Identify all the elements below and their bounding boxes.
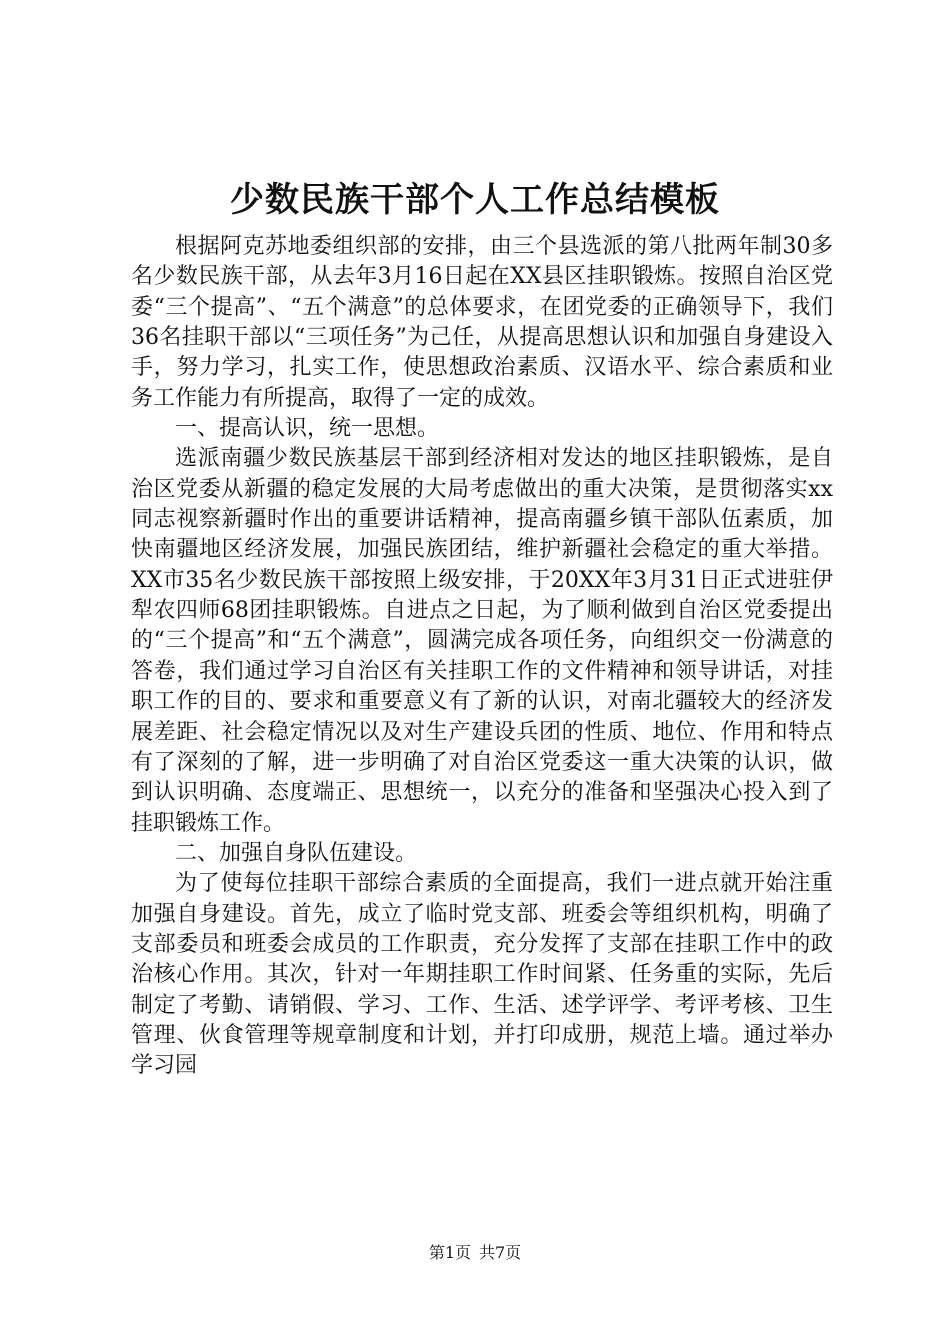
paragraph-intro: 根据阿克苏地委组织部的安排，由三个县选派的第八批两年制30多名少数民族干部，从去年3月16日起在XX县区挂职锻炼。按照自治区党委“三个提高”、“五个满意”的总体要求，在团党委的正确领导下，我们36名挂职干部以“三项任务”为己任，从提高思想认识和加强自身建设入手，努力学习，扎实工作，使思想政治素质、汉语水平、综合素质和业务工作能力有所提高，取得了一定的成效。 (131, 234, 833, 411)
page-total: 共7页 (479, 1243, 522, 1262)
paragraph-section-2: 为了使每位挂职干部综合素质的全面提高，我们一进点就开始注重加强自身建设。首先，成立了临时党支部、班委会等组织机构，明确了支部委员和班委会成员的工作职责，充分发挥了支部在挂职工作中的政治核心作用。其次，针对一年期挂职工作时间紧、任务重的实际，先后制定了考勤、请销假、学习、工作、生活、述学评学、考评考核、卫生管理、伙食管理等规章制度和计划，并打印成册，规范上墙。通过举办学习园 (131, 871, 833, 1079)
section-heading-2: 二、加强自身队伍建设。 (175, 840, 418, 866)
document-body (131, 232, 833, 1082)
section-heading-1: 一、提高认识，统一思想。 (175, 416, 440, 442)
page-footer (0, 1243, 950, 1263)
document-title: 少数民族干部个人工作总结模板 (230, 180, 720, 220)
paragraph-section-1: 选派南疆少数民族基层干部到经济相对发达的地区挂职锻炼，是自治区党委从新疆的稳定发展的大局考虑做出的重大决策，是贯彻落实xx同志视察新疆时作出的重要讲话精神，提高南疆乡镇干部队伍素质，加快南疆地区经济发展，加强民族团结，维护新疆社会稳定的重大举措。XX市35名少数民族干部按照上级安排，于20XX年3月31日正式进驻伊犁农四师68团挂职锻炼。自进点之日起，为了顺利做到自治区党委提出的“三个提高”和“五个满意”，圆满完成各项任务，向组织交一份满意的答卷，我们通过学习自治区有关挂职工作的文件精神和领导讲话，对挂职工作的目的、要求和重要意义有了新的认识，对南北疆较大的经济发展差距、社会稳定情况以及对生产建设兵团的性质、地位、作用和特点有了深刻的了解，进一步明确了对自治区党委这一重大决策的认识，做到认识明确、态度端正、思想统一，以充分的准备和坚强决心投入到了挂职锻炼工作。 (131, 446, 833, 836)
page-number: 第1页 (428, 1243, 471, 1262)
